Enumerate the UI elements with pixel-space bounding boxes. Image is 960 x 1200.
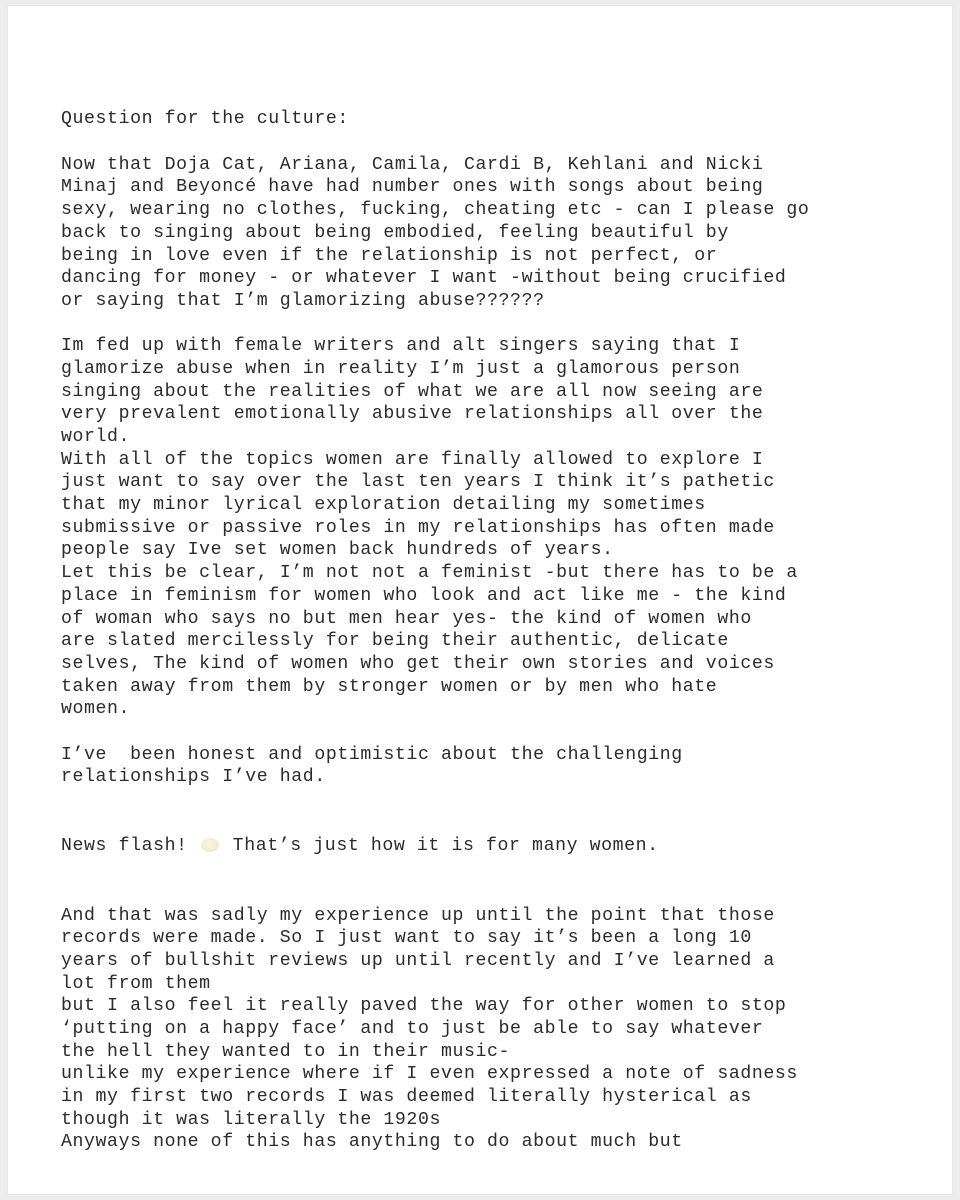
text-line: selves, The kind of women who get their own stories and voices (61, 653, 775, 674)
text-line: Minaj and Beyoncé have had number ones with songs about being (61, 177, 764, 198)
text-line: or saying that I’m glamorizing abuse?????? (61, 290, 545, 311)
text-line: taken away from them by stronger women or by men who hate (61, 676, 718, 697)
text-line: Anyways none of this has anything to do about much but (61, 1132, 683, 1153)
typed-text-block (61, 63, 941, 1200)
text-line: ‘putting on a happy face’ and to just be able to say whatever (61, 1018, 764, 1039)
text-line: people say Ive set women back hundreds of years. (61, 540, 614, 561)
blank-line (61, 313, 941, 336)
text-line: years of bullshit reviews up until recently and I’ve learned a (61, 950, 775, 971)
text-line: glamorize abuse when in reality I’m just a glamorous person (61, 358, 741, 379)
text-line: Now that Doja Cat, Ariana, Camila, Cardi B, Kehlani and Nicki (61, 154, 764, 175)
text-line: very prevalent emotionally abusive relationships all over the (61, 404, 764, 425)
text-line: world. (61, 427, 131, 448)
text-line: Question for the culture: (61, 109, 349, 130)
blank-line (61, 721, 941, 744)
text-line: And that was sadly my experience up until the point that those (61, 905, 775, 926)
text-line: unlike my experience where if I even expressed a note of sadness (61, 1064, 798, 1085)
text-line: Let this be clear, I’m not not a feminist -but there has to be a (61, 563, 798, 584)
paragraph-lines-continued (61, 905, 941, 1155)
news-flash-continuation: That’s just how it is for many women. (221, 836, 659, 857)
news-flash-text: News flash! (61, 836, 200, 857)
text-line: dancing for money - or whatever I want -without being crucified (61, 268, 787, 289)
text-line: sexy, wearing no clothes, fucking, cheating etc - can I please go (61, 200, 810, 221)
paragraph-lines (61, 108, 941, 789)
text-line: the hell they wanted to in their music- (61, 1041, 511, 1062)
text-line: of woman who says no but men hear yes- the kind of women who (61, 608, 752, 629)
text-line: Im fed up with female writers and alt singers saying that I (61, 336, 741, 357)
text-line: being in love even if the relationship is not perfect, or (61, 245, 718, 266)
text-line: back to singing about being embodied, feeling beautiful by (61, 222, 729, 243)
news-flash-line (61, 835, 941, 858)
text-line: that my minor lyrical exploration detailing my sometimes (61, 495, 706, 516)
text-line: With all of the topics women are finally allowed to explore I (61, 449, 764, 470)
text-line: I’ve been honest and optimistic about the challenging (61, 744, 683, 765)
text-line: though it was literally the 1920s (61, 1109, 441, 1130)
text-line: singing about the realities of what we are all now seeing are (61, 381, 764, 402)
blank-line (61, 131, 941, 154)
text-line: women. (61, 699, 131, 720)
text-line: records were made. So I just want to say it’s been a long 10 (61, 928, 752, 949)
text-line: place in feminism for women who look and act like me - the kind (61, 585, 787, 606)
thought-bubble-icon (201, 838, 219, 852)
text-line: just want to say over the last ten years I think it’s pathetic (61, 472, 775, 493)
text-line: are slated mercilessly for being their authentic, delicate (61, 631, 729, 652)
text-line: in my first two records I was deemed literally hysterical as (61, 1087, 752, 1108)
text-line: lot from them (61, 973, 211, 994)
text-line: submissive or passive roles in my relationships has often made (61, 517, 775, 538)
typewritten-page (8, 6, 952, 1194)
text-line: relationships I’ve had. (61, 767, 326, 788)
text-line: but I also feel it really paved the way for other women to stop (61, 996, 787, 1017)
